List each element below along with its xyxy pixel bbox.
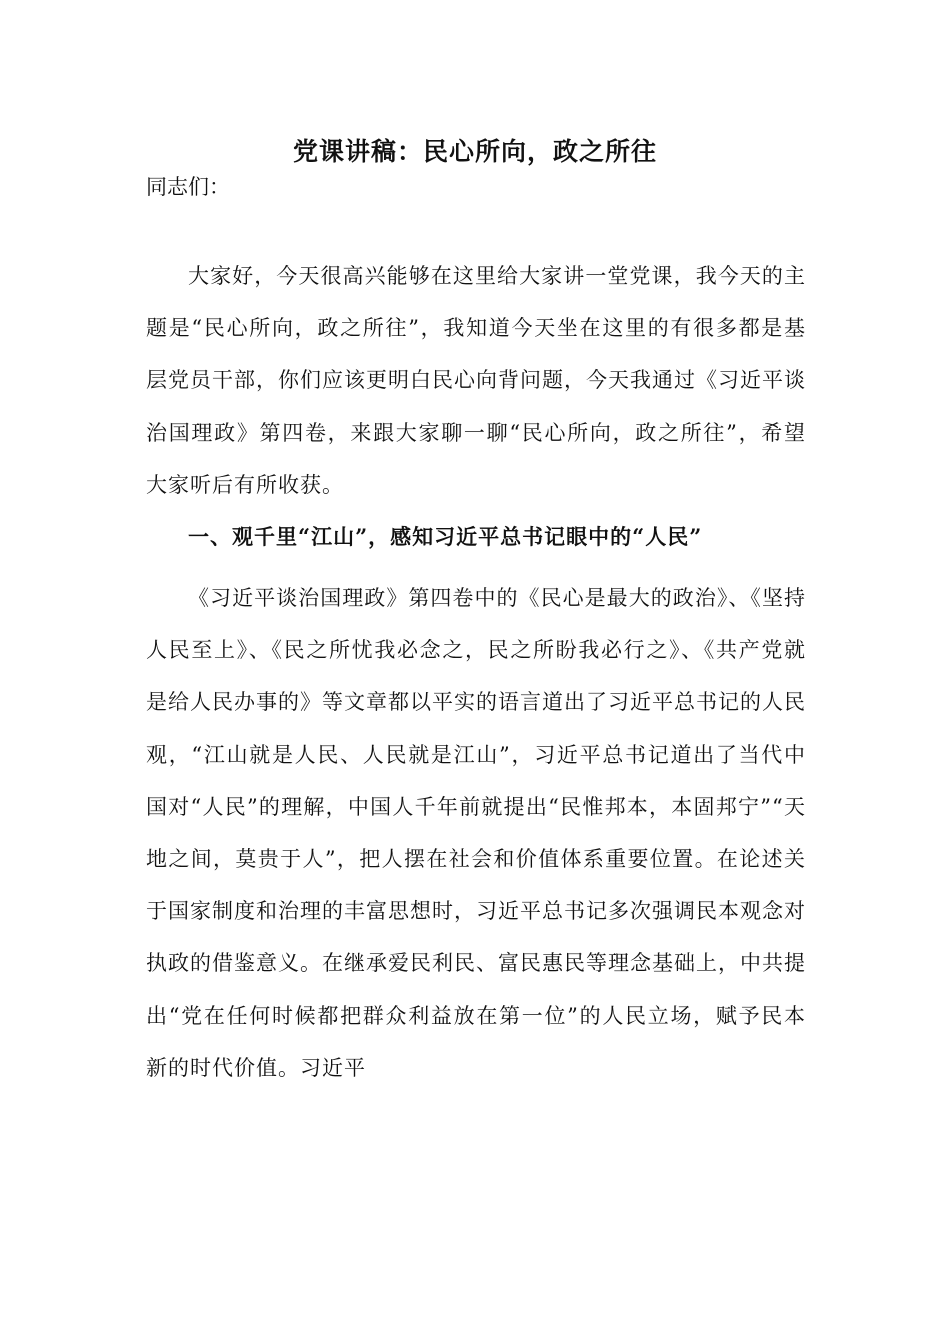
paragraph-intro: 大家好，今天很高兴能够在这里给大家讲一堂党课，我今天的主题是“民心所向，政之所往”，我知道今天坐在这里的有很多都是基层党员干部，你们应该更明白民心向背问题，今天我通过《习近平谈治国理政》第四卷，来跟大家聊一聊“民心所向，政之所往”，希望大家听后有所收获。 [146,264,806,497]
section-heading-1: 一、观千里“江山”，感知习近平总书记眼中的“人民” [188,524,703,549]
document-title: 党课讲稿：民心所向，政之所往 [292,137,657,166]
salutation: 同志们： [146,175,230,199]
paragraph-section-1: 《习近平谈治国理政》第四卷中的《民心是最大的政治》、《坚持人民至上》、《民之所忧我必念之，民之所盼我必行之》、《共产党就是给人民办事的》等文章都以平实的语言道出了习近平总书记的人民观，“江山就是人民、人民就是江山”，习近平总书记道出了当代中国对“人民”的理解，中国人千年前就提出“民惟邦本，本固邦宁”“天地之间，莫贵于人”，把人摆在社会和价值体系重要位置。在论述关于国家制度和治理的丰富思想时，习近平总书记多次强调民本观念对执政的借鉴意义。在继承爱民利民、富民惠民等理念基础上，中共提出“党在任何时候都把群众利益放在第一位”的人民立场，赋予民本新的时代价值。习近平 [146,586,806,1080]
